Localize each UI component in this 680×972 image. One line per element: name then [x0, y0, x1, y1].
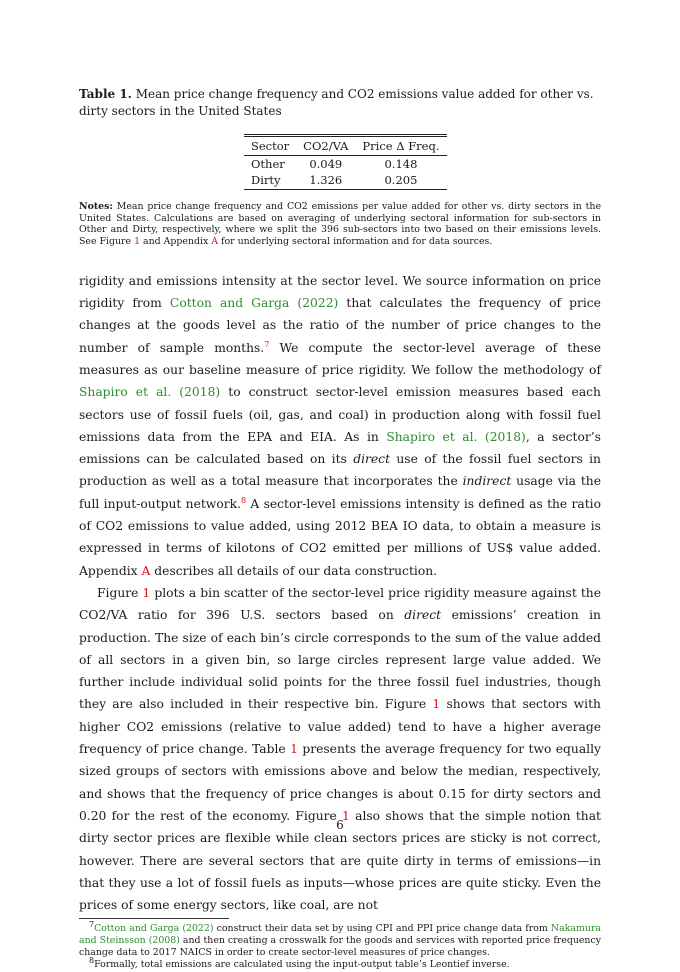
notes-label: Notes: — [79, 201, 113, 212]
paragraph-text: use of the fossil fuel sectors in production as well as a total measure that incorporates the — [79, 452, 601, 489]
paragraph-text: presents the average frequency for two equally sized groups of sectors with emissions above and below the median, respectively, and shows that the frequency of price changes is about 0.15 for dirty sectors and 0.20 for the rest of the economy. Figure — [79, 742, 601, 823]
footnote-number: 8 — [89, 956, 95, 966]
paragraph-text: Figure — [97, 585, 139, 600]
citation-author: Cotton and Garga — [94, 923, 180, 935]
paragraph — [79, 270, 601, 582]
figure-ref-link[interactable]: 1 — [432, 697, 441, 712]
table-cell-sector: Other — [251, 157, 285, 171]
table-cell-co2va: 0.049 — [309, 157, 343, 171]
notes-text: for underlying sectoral information and for data sources. — [221, 236, 493, 248]
table-header-co2va: CO2/VA — [296, 136, 355, 156]
page-number: 6 — [336, 818, 344, 832]
figure-ref-link[interactable]: 1 — [342, 808, 350, 823]
citation-year: 2018 — [489, 429, 522, 444]
citation-link[interactable]: Shapiro et al. (2018) — [79, 385, 221, 400]
citation-author: Shapiro et al. — [386, 429, 478, 444]
footnote-ref-link[interactable]: 7 — [264, 339, 270, 349]
footnote-number: 7 — [89, 920, 95, 930]
table-row — [244, 172, 447, 190]
citation-author: Cotton and Garga — [169, 296, 290, 311]
emphasis: direct — [353, 452, 391, 467]
footnote-text: Formally, total emissions are calculated using the input-output table’s Leontief inverse. — [94, 959, 510, 971]
paragraph-text: plots a bin scatter of the sector-level price rigidity measure against the CO2/VA ratio for 396 U.S. sectors based on — [79, 585, 601, 623]
citation-link[interactable]: Cotton and Garga (2022) — [94, 923, 214, 935]
paper-page — [79, 86, 601, 972]
paragraph-text: , a sector’s emissions can be calculated based on its — [79, 429, 601, 467]
paragraph-text: also shows that the simple notion that dirty sector prices are flexible while clean sectors prices are sticky is not correct, however. There are several sectors that are quite dirty in terms of emissions—in that they use a lot of fossil fuels as inputs—whose prices are quite sticky. Even the prices of some energy sectors, like coal, are not — [79, 808, 601, 913]
citation-author: Nakamura and Steinsson — [79, 923, 601, 947]
figure-ref-link[interactable]: 1 — [142, 585, 151, 600]
results-table — [244, 134, 447, 190]
notes-text: and Appendix — [143, 236, 209, 248]
citation-link[interactable]: Cotton and Garga (2022) — [169, 296, 339, 311]
citation-year: 2008 — [152, 935, 177, 947]
footnotes — [79, 920, 602, 971]
table-header-price-freq: Price Δ Freq. — [355, 136, 446, 156]
appendix-ref-link[interactable]: A — [211, 236, 219, 248]
citation-link[interactable]: Nakamura and Steinsson (2008) — [79, 923, 601, 947]
figure-ref-link[interactable]: 1 — [134, 236, 141, 248]
footnote-text: and then creating a crosswalk for the goods and services with reported price frequency change data to 2017 NAICS in order to create sector-level measures of price changes. — [79, 935, 602, 958]
footnote-7 — [79, 920, 602, 958]
table-header-sector: Sector — [244, 136, 296, 156]
citation-year: 2022 — [302, 296, 334, 311]
citation-year: 2022 — [185, 923, 210, 935]
table-caption-label: Table 1. — [79, 87, 132, 101]
paragraph-text: describes all details of our data construction. — [154, 563, 438, 578]
table-caption — [79, 86, 601, 120]
appendix-ref-link[interactable]: A — [141, 563, 151, 578]
paragraph-text: rigidity and emissions intensity at the sector level. We source information on price rigidity from — [79, 273, 601, 311]
footnote-text: construct their data set by using CPI and PPI price change data from — [216, 923, 548, 935]
footnote-8 — [79, 956, 601, 971]
emphasis: indirect — [462, 474, 512, 489]
table-cell-sector: Dirty — [244, 172, 296, 190]
table-cell-price-freq: 0.148 — [384, 157, 418, 171]
citation-year: 2018 — [184, 385, 216, 400]
paragraph — [79, 582, 601, 916]
footnote-ref-link[interactable]: 8 — [240, 495, 247, 505]
citation-link[interactable]: Shapiro et al. (2018) — [386, 429, 526, 444]
paragraph-text: We compute the sector-level average of these measures as our baseline measure of price rigidity. We follow the methodology of — [79, 340, 601, 377]
table-notes — [79, 201, 601, 248]
paragraph-text: that calculates the frequency of price changes at the goods level as the ratio of the number of price changes to the number of sample months. — [79, 296, 601, 355]
paragraph-text: emissions’ creation in production. The size of each bin’s circle corresponds to the sum of the value added of all sectors in a given bin, so large circles represent large value added. We further include individual solid points for the three fossil fuel industries, though they are also included in their respective bin. Figure — [79, 608, 601, 712]
paragraph-text: to construct sector-level emission measures based each sectors use of fossil fuels (oil, gas, and coal) in production along with fossil fuel emissions data from the EPA and EIA. As in — [79, 385, 601, 444]
paragraph-text: shows that sectors with higher CO2 emissions (relative to value added) tend to have a higher average frequency of price change. Table — [79, 697, 601, 757]
citation-author: Shapiro et al. — [79, 385, 172, 400]
table-cell-price-freq: 0.205 — [355, 172, 446, 190]
table-header-row — [244, 136, 447, 156]
notes-text: Mean price change frequency and CO2 emissions per value added for other vs. dirty sectors in the United States. Calculations are based on averaging of underlying sectoral information for sub-sectors in Other and Dirty, respectively, where we split the 396 sub-sectors into two based on their emissions levels. See Figure — [79, 201, 601, 248]
table-ref-link[interactable]: 1 — [290, 742, 298, 757]
emphasis: direct — [404, 608, 442, 623]
paragraph-text: A sector-level emissions intensity is defined as the ratio of CO2 emissions to value added, using 2012 BEA IO data, to obtain a measure is expressed in terms of kilotons of CO2 emitted per millions of US$ value added. Appendix — [79, 496, 601, 578]
table-caption-text: Mean price change frequency and CO2 emissions value added for other vs. dirty sectors in the United States — [79, 87, 594, 118]
footnote-divider — [79, 918, 229, 919]
table-cell-co2va: 1.326 — [296, 172, 355, 190]
table-row — [244, 156, 447, 173]
paragraph-text: usage via the full input-output network. — [79, 474, 601, 511]
